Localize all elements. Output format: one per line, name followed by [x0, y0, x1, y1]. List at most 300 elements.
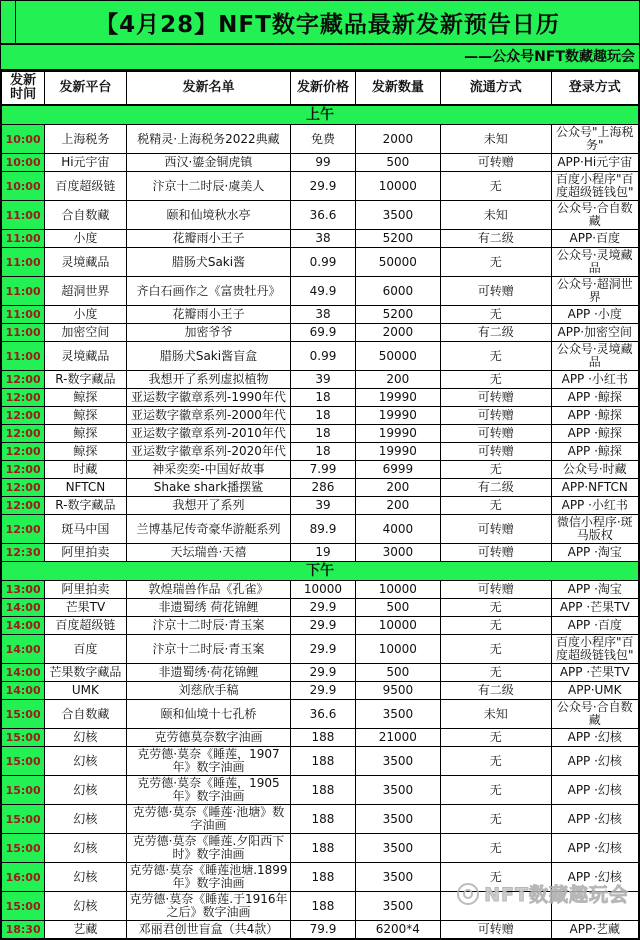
table-row: [2, 443, 639, 461]
name-cell: Shake shark播摆鲨: [126, 479, 291, 497]
column-header-circulation: 流通方式: [441, 72, 552, 106]
circulation-cell: 可转赠: [441, 389, 552, 407]
name-cell: 花瓣雨小王子: [126, 230, 291, 248]
table-row: [2, 747, 639, 776]
circulation-cell: 有二级: [441, 230, 552, 248]
table-row: [2, 407, 639, 425]
time-cell: 15:00: [2, 729, 45, 747]
price-cell: 18: [291, 443, 355, 461]
login-cell: APP ·小红书: [551, 497, 638, 515]
time-cell: 12:30: [2, 544, 45, 562]
circulation-cell: 无: [441, 747, 552, 776]
circulation-cell: 可转赠: [441, 544, 552, 562]
circulation-cell: 可转赠: [441, 515, 552, 544]
circulation-cell: 可转赠: [441, 407, 552, 425]
name-cell: 我想开了系列: [126, 497, 291, 515]
time-cell: 12:00: [2, 371, 45, 389]
circulation-cell: 无: [441, 306, 552, 324]
time-cell: 12:00: [2, 479, 45, 497]
column-header-price: 发新价格: [291, 72, 355, 106]
login-cell: 公众号·时藏: [551, 461, 638, 479]
name-cell: 汴京十二时辰·青玉案: [126, 635, 291, 664]
circulation-cell: 无: [441, 461, 552, 479]
price-cell: 188: [291, 729, 355, 747]
platform-cell: 小度: [45, 306, 126, 324]
price-cell: 10000: [291, 581, 355, 599]
table-row: [2, 389, 639, 407]
login-cell: APP·艺藏: [551, 921, 638, 939]
time-cell: 13:00: [2, 581, 45, 599]
login-cell: 公众号·灵境藏品: [551, 342, 638, 371]
platform-cell: 幻核: [45, 776, 126, 805]
title-bar: [1, 1, 639, 45]
platform-cell: 幻核: [45, 747, 126, 776]
column-header-time: 发新时间: [2, 72, 45, 106]
circulation-cell: 无: [441, 664, 552, 682]
name-cell: 亚运数字徽章系列-2020年代: [126, 443, 291, 461]
quantity-cell: 2000: [355, 324, 440, 342]
login-cell: APP ·鲸探: [551, 443, 638, 461]
time-cell: 10:00: [2, 154, 45, 172]
section-row: [2, 105, 639, 125]
platform-cell: NFTCN: [45, 479, 126, 497]
platform-cell: 小度: [45, 230, 126, 248]
quantity-cell: 10000: [355, 617, 440, 635]
quantity-cell: 500: [355, 599, 440, 617]
login-cell: APP·Hi元宇宙: [551, 154, 638, 172]
platform-cell: 斑马中国: [45, 515, 126, 544]
time-cell: 18:30: [2, 921, 45, 939]
login-cell: APP ·幻核: [551, 805, 638, 834]
name-cell: 克劳德·莫奈《睡莲.夕阳西下时》数字油画: [126, 834, 291, 863]
name-cell: 克劳德·莫奈《睡莲池塘.1899 年》数字油画: [126, 863, 291, 892]
quantity-cell: 200: [355, 497, 440, 515]
price-cell: 38: [291, 306, 355, 324]
login-cell: 百度小程序"百度超级链钱包": [551, 172, 638, 201]
quantity-cell: 3500: [355, 747, 440, 776]
quantity-cell: 19990: [355, 425, 440, 443]
price-cell: 188: [291, 776, 355, 805]
table-row: [2, 306, 639, 324]
name-cell: 亚运数字徽章系列-2010年代: [126, 425, 291, 443]
login-cell: APP ·幻核: [551, 747, 638, 776]
table-header: [2, 72, 639, 106]
circulation-cell: 无: [441, 371, 552, 389]
name-cell: 花瓣雨小王子: [126, 306, 291, 324]
table-row: [2, 230, 639, 248]
quantity-cell: 200: [355, 371, 440, 389]
platform-cell: 幻核: [45, 805, 126, 834]
time-cell: 14:00: [2, 617, 45, 635]
quantity-cell: 3500: [355, 201, 440, 230]
platform-cell: 幻核: [45, 729, 126, 747]
table-row: [2, 125, 639, 154]
login-cell: APP ·百度: [551, 617, 638, 635]
table-row: [2, 461, 639, 479]
quantity-cell: 19990: [355, 443, 440, 461]
name-cell: 齐白石画作之《富贵牡丹》: [126, 277, 291, 306]
platform-cell: Hi元宇宙: [45, 154, 126, 172]
circulation-cell: 无: [441, 599, 552, 617]
login-cell: 公众号"上海税务": [551, 125, 638, 154]
table-row: [2, 892, 639, 921]
name-cell: 克劳德·莫奈《睡莲.于1916年 之后》数字油画: [126, 892, 291, 921]
platform-cell: 艺藏: [45, 921, 126, 939]
time-cell: 11:00: [2, 201, 45, 230]
circulation-cell: 无: [441, 635, 552, 664]
circulation-cell: 无: [441, 805, 552, 834]
name-cell: 颐和仙境十七孔桥: [126, 700, 291, 729]
circulation-cell: 未知: [441, 700, 552, 729]
circulation-cell: 有二级: [441, 682, 552, 700]
circulation-cell: 可转赠: [441, 277, 552, 306]
price-cell: 18: [291, 407, 355, 425]
time-cell: 15:00: [2, 805, 45, 834]
login-cell: APP ·小度: [551, 306, 638, 324]
platform-cell: 阿里拍卖: [45, 581, 126, 599]
name-cell: 腊肠犬Saki酱: [126, 248, 291, 277]
table-row: [2, 425, 639, 443]
name-cell: 刘慈欣手稿: [126, 682, 291, 700]
quantity-cell: 3500: [355, 892, 440, 921]
table-row: [2, 154, 639, 172]
price-cell: 188: [291, 834, 355, 863]
login-cell: 公众号·超洞世界: [551, 277, 638, 306]
circulation-cell: 无: [441, 729, 552, 747]
name-cell: 克劳德·莫奈《睡莲·池塘》数字油画: [126, 805, 291, 834]
quantity-cell: 3500: [355, 776, 440, 805]
quantity-cell: 21000: [355, 729, 440, 747]
time-cell: 11:00: [2, 230, 45, 248]
table-row: [2, 172, 639, 201]
name-cell: 非遗蜀绣·荷花锦鲤: [126, 664, 291, 682]
quantity-cell: 10000: [355, 172, 440, 201]
name-cell: 敦煌瑞兽作品《孔雀》: [126, 581, 291, 599]
time-cell: 11:00: [2, 306, 45, 324]
table-row: [2, 248, 639, 277]
table-row: [2, 635, 639, 664]
quantity-cell: 19990: [355, 407, 440, 425]
platform-cell: UMK: [45, 682, 126, 700]
login-cell: APP·加密空间: [551, 324, 638, 342]
page-title: 【4月28】NFT数字藏品最新发新预告日历: [95, 11, 560, 38]
price-cell: 0.99: [291, 248, 355, 277]
name-cell: 克劳德莫奈数字油画: [126, 729, 291, 747]
time-cell: 15:00: [2, 747, 45, 776]
platform-cell: 鲸探: [45, 425, 126, 443]
quantity-cell: 10000: [355, 581, 440, 599]
quantity-cell: 200: [355, 479, 440, 497]
platform-cell: 鲸探: [45, 407, 126, 425]
quantity-cell: 6200*4: [355, 921, 440, 939]
name-cell: 颐和仙境秋水亭: [126, 201, 291, 230]
circulation-cell: 有二级: [441, 479, 552, 497]
login-cell: APP ·鲸探: [551, 389, 638, 407]
price-cell: 188: [291, 805, 355, 834]
time-cell: 15:00: [2, 834, 45, 863]
price-cell: 99: [291, 154, 355, 172]
name-cell: 克劳德·莫奈《睡莲，1905年》数字油画: [126, 776, 291, 805]
platform-cell: 百度超级链: [45, 617, 126, 635]
time-cell: 11:00: [2, 324, 45, 342]
name-cell: 汴京十二时辰·青玉案: [126, 617, 291, 635]
price-cell: 36.6: [291, 700, 355, 729]
table-body: [2, 105, 639, 939]
quantity-cell: 3500: [355, 805, 440, 834]
login-cell: APP ·鲸探: [551, 407, 638, 425]
title-left-stub-cell: [1, 1, 16, 43]
login-cell: APP ·幻核: [551, 729, 638, 747]
quantity-cell: 10000: [355, 635, 440, 664]
login-cell: 公众号·合自数藏: [551, 201, 638, 230]
name-cell: 非遗蜀绣 荷花锦鲤: [126, 599, 291, 617]
circulation-cell: 无: [441, 834, 552, 863]
price-cell: 18: [291, 389, 355, 407]
circulation-cell: 可转赠: [441, 425, 552, 443]
quantity-cell: 500: [355, 664, 440, 682]
platform-cell: 合自数藏: [45, 700, 126, 729]
login-cell: APP ·淘宝: [551, 544, 638, 562]
login-cell: 微信小程序·斑马版权: [551, 515, 638, 544]
name-cell: 汴京十二时辰·虞美人: [126, 172, 291, 201]
platform-cell: 鲸探: [45, 443, 126, 461]
platform-cell: 芒果TV: [45, 599, 126, 617]
price-cell: 39: [291, 497, 355, 515]
name-cell: 克劳德·莫奈《睡莲，1907年》数字油画: [126, 747, 291, 776]
name-cell: 亚运数字徽章系列-1990年代: [126, 389, 291, 407]
table-row: [2, 515, 639, 544]
table-row: [2, 599, 639, 617]
circulation-cell: [441, 892, 552, 921]
price-cell: 69.9: [291, 324, 355, 342]
column-header-name: 发新名单: [126, 72, 291, 106]
price-cell: 29.9: [291, 682, 355, 700]
time-cell: 11:00: [2, 248, 45, 277]
name-cell: 亚运数字徽章系列-2000年代: [126, 407, 291, 425]
price-cell: 18: [291, 425, 355, 443]
price-cell: 89.9: [291, 515, 355, 544]
platform-cell: 上海税务: [45, 125, 126, 154]
login-cell: APP ·小红书: [551, 371, 638, 389]
quantity-cell: 500: [355, 154, 440, 172]
platform-cell: 阿里拍卖: [45, 544, 126, 562]
quantity-cell: 3500: [355, 700, 440, 729]
name-cell: 邓丽君创世盲盒（共4款）: [126, 921, 291, 939]
price-cell: 36.6: [291, 201, 355, 230]
table-row: [2, 201, 639, 230]
time-cell: 12:00: [2, 515, 45, 544]
price-cell: 286: [291, 479, 355, 497]
table-row: [2, 863, 639, 892]
table-row: [2, 700, 639, 729]
price-cell: 29.9: [291, 172, 355, 201]
circulation-cell: 无: [441, 776, 552, 805]
login-cell: 公众号·合自数藏: [551, 700, 638, 729]
platform-cell: 百度: [45, 635, 126, 664]
table-row: [2, 617, 639, 635]
time-cell: 14:00: [2, 599, 45, 617]
time-cell: 12:00: [2, 461, 45, 479]
price-cell: 29.9: [291, 617, 355, 635]
circulation-cell: 可转赠: [441, 921, 552, 939]
time-cell: 10:00: [2, 125, 45, 154]
table-header-row: [2, 72, 639, 106]
release-table: [1, 71, 639, 939]
quantity-cell: 6999: [355, 461, 440, 479]
platform-cell: 时藏: [45, 461, 126, 479]
circulation-cell: 可转赠: [441, 581, 552, 599]
platform-cell: 百度超级链: [45, 172, 126, 201]
table-row: [2, 729, 639, 747]
table-row: [2, 834, 639, 863]
time-cell: 14:00: [2, 682, 45, 700]
price-cell: 19: [291, 544, 355, 562]
quantity-cell: 3000: [355, 544, 440, 562]
table-row: [2, 682, 639, 700]
platform-cell: 鲸探: [45, 389, 126, 407]
login-cell: APP ·幻核: [551, 834, 638, 863]
price-cell: 38: [291, 230, 355, 248]
table-row: [2, 371, 639, 389]
circulation-cell: 可转赠: [441, 443, 552, 461]
circulation-cell: 无: [441, 617, 552, 635]
time-cell: 16:00: [2, 863, 45, 892]
table-row: [2, 277, 639, 306]
circulation-cell: 未知: [441, 201, 552, 230]
circulation-cell: 无: [441, 863, 552, 892]
price-cell: 79.9: [291, 921, 355, 939]
login-cell: 公众号·灵境藏品: [551, 248, 638, 277]
column-header-platform: 发新平台: [45, 72, 126, 106]
platform-cell: 灵境藏品: [45, 248, 126, 277]
section-label: 下午: [2, 562, 639, 581]
login-cell: APP ·芒果TV: [551, 599, 638, 617]
login-cell: APP ·鲸探: [551, 425, 638, 443]
platform-cell: 加密空间: [45, 324, 126, 342]
price-cell: 188: [291, 892, 355, 921]
price-cell: 188: [291, 863, 355, 892]
table-row: [2, 324, 639, 342]
quantity-cell: 5200: [355, 306, 440, 324]
quantity-cell: 2000: [355, 125, 440, 154]
time-cell: 12:00: [2, 497, 45, 515]
name-cell: 腊肠犬Saki酱盲盒: [126, 342, 291, 371]
login-cell: APP ·芒果TV: [551, 664, 638, 682]
name-cell: 税精灵·上海税务2022典藏: [126, 125, 291, 154]
time-cell: 14:00: [2, 635, 45, 664]
circulation-cell: 有二级: [441, 324, 552, 342]
quantity-cell: 19990: [355, 389, 440, 407]
login-cell: [551, 892, 638, 921]
circulation-cell: 无: [441, 342, 552, 371]
circulation-cell: 无: [441, 172, 552, 201]
login-cell: APP ·幻核: [551, 776, 638, 805]
time-cell: 15:00: [2, 776, 45, 805]
time-cell: 14:00: [2, 664, 45, 682]
name-cell: 加密爷爷: [126, 324, 291, 342]
table-row: [2, 497, 639, 515]
login-cell: APP·百度: [551, 230, 638, 248]
time-cell: 12:00: [2, 443, 45, 461]
column-header-login: 登录方式: [551, 72, 638, 106]
name-cell: 西汉·鎏金铜虎镇: [126, 154, 291, 172]
price-cell: 29.9: [291, 635, 355, 664]
time-cell: 15:00: [2, 892, 45, 921]
section-label: 上午: [2, 105, 639, 125]
circulation-cell: 可转赠: [441, 154, 552, 172]
circulation-cell: 无: [441, 248, 552, 277]
platform-cell: R-数字藏品: [45, 371, 126, 389]
quantity-cell: 5200: [355, 230, 440, 248]
price-cell: 39: [291, 371, 355, 389]
quantity-cell: 4000: [355, 515, 440, 544]
login-cell: APP·NFTCN: [551, 479, 638, 497]
price-cell: 188: [291, 747, 355, 776]
price-cell: 49.9: [291, 277, 355, 306]
quantity-cell: 50000: [355, 248, 440, 277]
time-cell: 15:00: [2, 700, 45, 729]
time-cell: 12:00: [2, 389, 45, 407]
price-cell: 7.99: [291, 461, 355, 479]
platform-cell: 超洞世界: [45, 277, 126, 306]
table-row: [2, 544, 639, 562]
platform-cell: 灵境藏品: [45, 342, 126, 371]
column-header-quantity: 发新数量: [355, 72, 440, 106]
table-row: [2, 805, 639, 834]
platform-cell: 合自数藏: [45, 201, 126, 230]
name-cell: 兰博基尼传奇豪华游艇系列: [126, 515, 291, 544]
table-row: [2, 581, 639, 599]
time-cell: 12:00: [2, 407, 45, 425]
table-row: [2, 479, 639, 497]
quantity-cell: 6000: [355, 277, 440, 306]
platform-cell: R-数字藏品: [45, 497, 126, 515]
circulation-cell: 无: [441, 497, 552, 515]
watermark-text: NFT数藏趣玩会: [484, 884, 629, 906]
price-cell: 免费: [291, 125, 355, 154]
name-cell: 神采奕奕-中国好故事: [126, 461, 291, 479]
platform-cell: 幻核: [45, 892, 126, 921]
price-cell: 29.9: [291, 599, 355, 617]
table-row: [2, 776, 639, 805]
subtitle-credit: ——公众号NFT数藏趣玩会: [1, 45, 639, 71]
login-cell: APP ·淘宝: [551, 581, 638, 599]
quantity-cell: 9500: [355, 682, 440, 700]
login-cell: APP·UMK: [551, 682, 638, 700]
price-cell: 29.9: [291, 664, 355, 682]
section-row: [2, 562, 639, 581]
time-cell: 10:00: [2, 172, 45, 201]
table-row: [2, 342, 639, 371]
table-row: [2, 664, 639, 682]
quantity-cell: 3500: [355, 834, 440, 863]
table-row: [2, 921, 639, 939]
circulation-cell: 未知: [441, 125, 552, 154]
platform-cell: 芒果数字藏品: [45, 664, 126, 682]
login-cell: APP ·幻核: [551, 863, 638, 892]
quantity-cell: 50000: [355, 342, 440, 371]
time-cell: 11:00: [2, 342, 45, 371]
price-cell: 0.99: [291, 342, 355, 371]
time-cell: 11:00: [2, 277, 45, 306]
name-cell: 天坛瑞兽·天禧: [126, 544, 291, 562]
name-cell: 我想开了系列虚拟植物: [126, 371, 291, 389]
platform-cell: 幻核: [45, 834, 126, 863]
time-cell: 12:00: [2, 425, 45, 443]
login-cell: 百度小程序"百度超级链钱包": [551, 635, 638, 664]
platform-cell: 幻核: [45, 863, 126, 892]
quantity-cell: 3500: [355, 863, 440, 892]
